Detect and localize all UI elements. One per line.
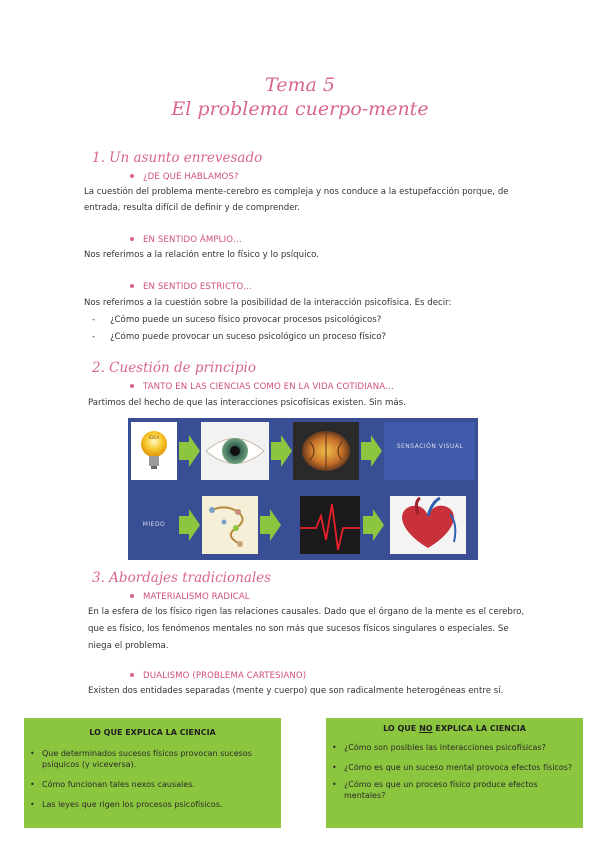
hormone-chain-icon [202, 496, 258, 554]
paragraph-hablamos-line2: entrada, resulta difícil de definir y de comprender. [84, 203, 301, 213]
sensation-panel [384, 422, 475, 480]
miedo-label: MIEDO [142, 521, 166, 528]
box-lo-que-explica [24, 718, 281, 828]
section2-heading: 2. Cuestión de principio [92, 360, 256, 376]
box-right-item: • ¿Cómo es que un suceso mental provoca efectos físicos? [332, 763, 577, 774]
idea-label: IDEA [148, 436, 160, 441]
bullet-materialismo: MATERIALISMO RADICAL [130, 592, 250, 602]
box-left-list [24, 749, 281, 810]
bullet-sentido-amplio: EN SENTIDO ÁMPLIO… [130, 235, 242, 245]
page-title: Tema 5 [265, 74, 335, 96]
eye-icon [201, 422, 269, 480]
section3-heading: 3. Abordajes tradicionales [92, 570, 272, 586]
bullet-ciencias-vida: TANTO EN LAS CIENCIAS COMO EN LA VIDA COTIDIANA… [130, 382, 394, 392]
dash-item-1: - ¿Cómo puede un suceso físico provocar procesos psicológicos? [92, 315, 382, 325]
arrow-icon [363, 509, 384, 541]
paragraph-dualismo: Existen dos entidades separadas (mente y cuerpo) que son radicalmente heterogéneas entre sí. [88, 686, 504, 696]
brain-icon [293, 422, 359, 480]
psychophysical-diagram [128, 418, 478, 560]
heartbeat-icon [300, 496, 360, 554]
bullet-dot-icon [130, 384, 134, 388]
paragraph-amplio: Nos referimos a la relación entre lo físico y lo psíquico. [84, 250, 320, 260]
box-right-item: • ¿Cómo son posibles las interacciones psicofísicas? [332, 743, 577, 754]
bullet-sentido-estricto: EN SENTIDO ESTRICTO… [130, 282, 252, 292]
box-left-item: • Cómo funcionan tales nexos causales. [30, 780, 275, 791]
arrow-icon [260, 509, 281, 541]
bullet-dot-icon [130, 673, 134, 677]
diagram-svg [128, 418, 478, 560]
arrow-icon [361, 435, 382, 467]
lightbulb-icon [131, 422, 177, 480]
box-right-heading: LO QUE NO EXPLICA LA CIENCIA [383, 724, 526, 733]
bullet-dot-icon [130, 284, 134, 288]
bullet-dualismo: DUALISMO (PROBLEMA CARTESIANO) [130, 671, 306, 681]
paragraph-materialismo-line2: que es físico, los fenómenos mentales no son más que sucesos físicos singulares o especiales. Se [88, 624, 509, 634]
paragraph-materialismo-line1: En la esfera de los físico rigen las relaciones causales. Dado que el órgano de la mente es el cerebro, [88, 607, 525, 617]
box-lo-que-no-explica [326, 718, 583, 828]
page-subtitle: El problema cuerpo-mente [171, 98, 429, 120]
sensacion-visual-label: SENSACIÓN VISUAL [396, 443, 464, 450]
dash-item-2: - ¿Cómo puede provocar un suceso psicológico un proceso físico? [92, 332, 387, 342]
section1-heading: 1. Un asunto enrevesado [92, 150, 263, 166]
box-left-item: • Que determinados sucesos físicos provocan sucesos psíquicos (y viceversa). [30, 749, 275, 770]
bullet-dot-icon [130, 237, 134, 241]
box-right-list [326, 743, 583, 801]
box-left-heading: LO QUE EXPLICA LA CIENCIA [89, 728, 216, 737]
paragraph-hablamos-line1: La cuestión del problema mente-cerebro es compleja y nos conduce a la estupefacción porque, de [84, 187, 509, 197]
arrow-icon [179, 509, 200, 541]
paragraph-estricto: Nos referimos a la cuestión sobre la posibilidad de la interacción psicofísica. Es decir: [84, 298, 452, 308]
paragraph-principio: Partimos del hecho de que las interacciones psicofísicas existen. Sin más. [88, 398, 406, 408]
bullet-dot-icon [130, 174, 134, 178]
box-right-item: • ¿Cómo es que un proceso físico produce efectos mentales? [332, 780, 577, 801]
heart-organ-icon [390, 496, 466, 554]
bullet-dot-icon [130, 594, 134, 598]
paragraph-materialismo-line3: niega el problema. [88, 641, 169, 651]
arrow-icon [179, 435, 200, 467]
box-left-item: • Las leyes que rigen los procesos psicofísicos. [30, 800, 275, 811]
bullet-de-que-hablamos: ¿DE QUÉ HABLAMOS? [130, 172, 239, 182]
arrow-icon [271, 435, 292, 467]
